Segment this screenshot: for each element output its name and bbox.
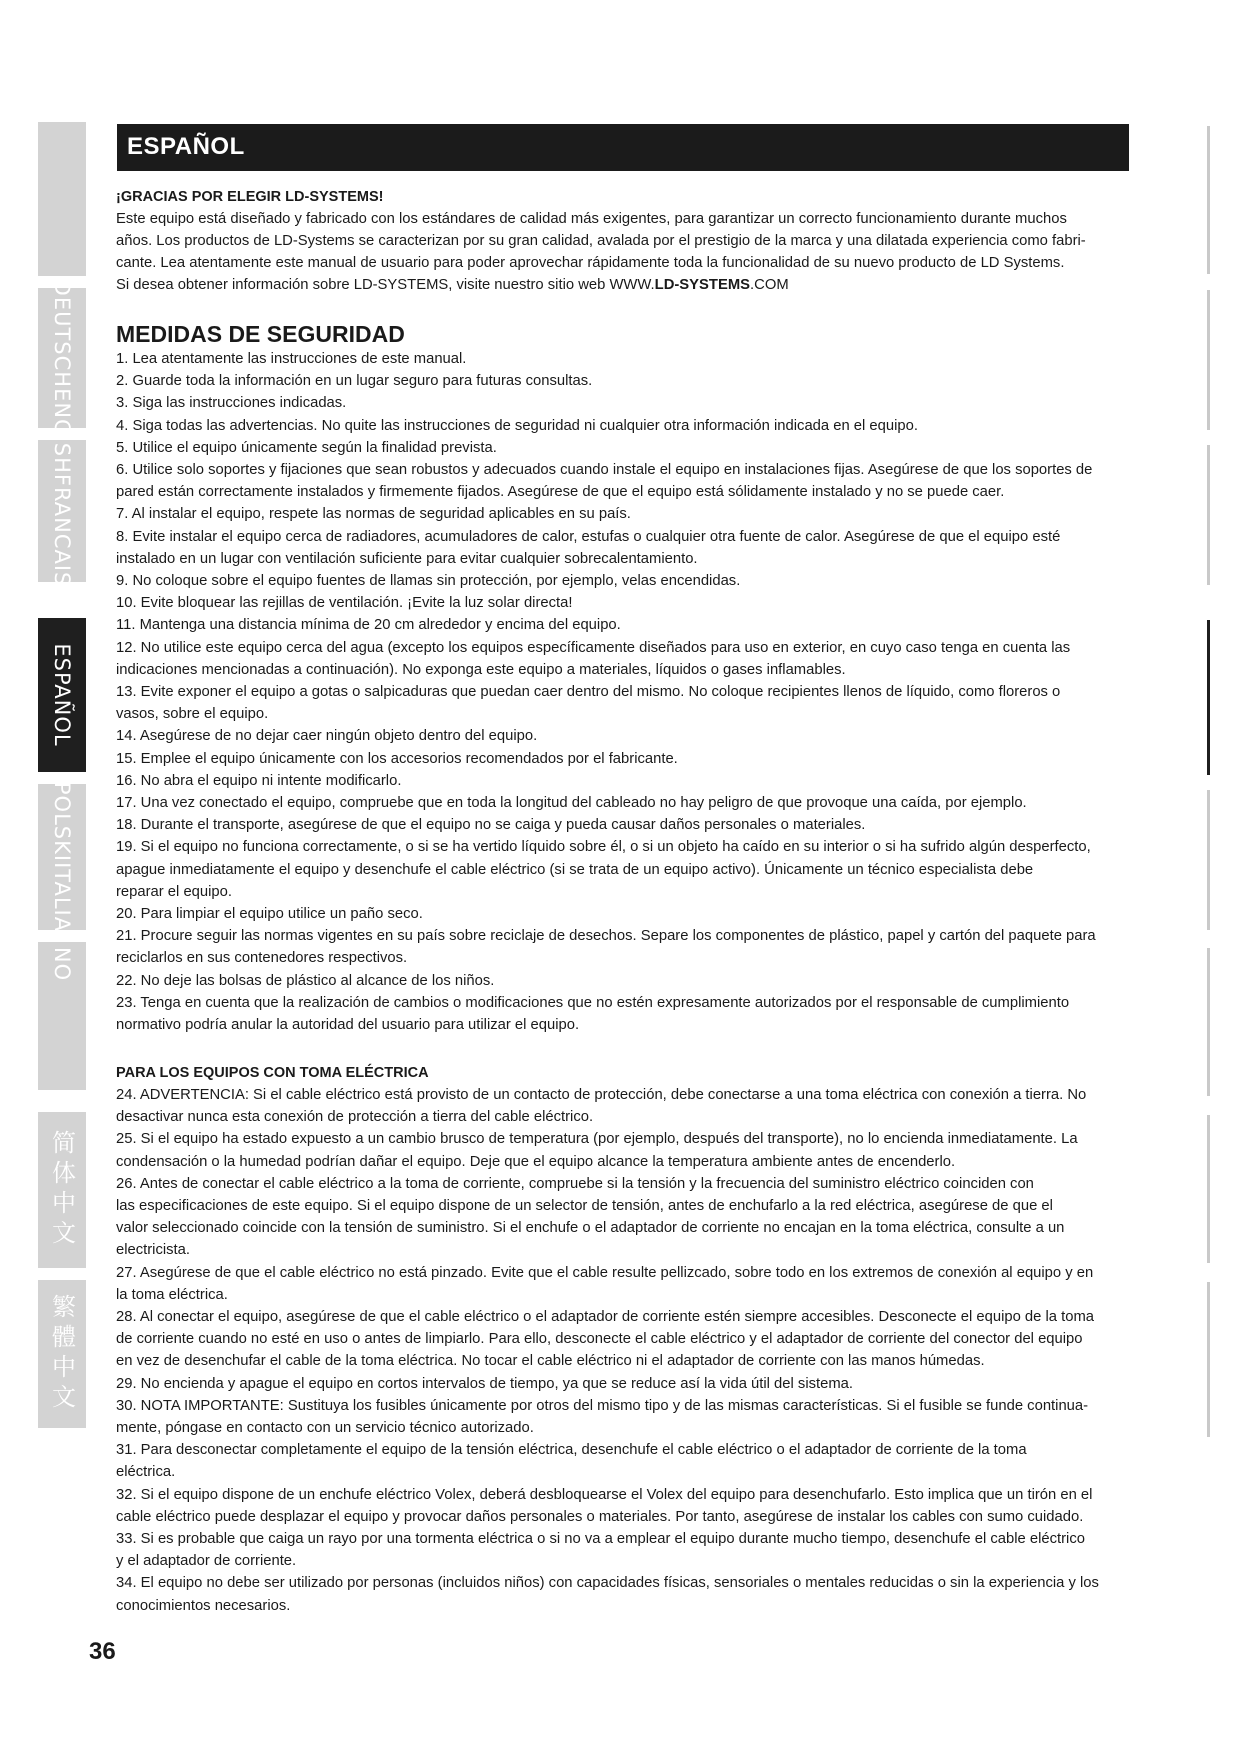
tab-label: DEUTSCHENG [50,279,74,437]
tab-label: ESPAÑOL [50,643,74,747]
list-item: 18. Durante el transporte, asegúrese de que el equipo no se caiga y pueda causar daños personales o materiales. [116,817,866,834]
list-item: 7. Al instalar el equipo, respete las normas de seguridad aplicables en su país. [116,506,631,523]
web-prefix: Si desea obtener información sobre LD-SYSTEMS, visite nuestro sitio web WWW. [116,277,655,293]
list-item: 33. Si es probable que caiga un rayo por una tormenta eléctrica o si no va a emplear el equipo durante mucho tiempo, desenchufe el cable eléctrico y el adaptador de corriente. [116,1531,1085,1570]
list-item: 27. Asegúrese de que el cable eléctrico no está pinzado. Evite que el cable resulte pellizcado, sobre todo en los extremos de conexión al equipo y en la toma eléctrica. [116,1264,1094,1303]
intro-section [116,186,1131,296]
list-item: 17. Una vez conectado el equipo, compruebe que en toda la longitud del cableado no hay peligro de que provoque una caída, por ejemplo. [116,795,1027,812]
intro-web-line [116,274,1131,296]
list-item: 14. Asegúrese de no dejar caer ningún objeto dentro del equipo. [116,728,538,745]
list-item: 4. Siga todas las advertencias. No quite las instrucciones de seguridad ni cualquier otra información indicada en el equipo. [116,417,918,434]
tab-english-francais[interactable] [38,435,86,587]
edge-mark [1207,790,1210,930]
list-item: 5. Utilice el equipo únicamente según la finalidad prevista. [116,439,497,456]
list-item: 1. Lea atentamente las instrucciones de este manual. [116,351,467,367]
edge-mark [1207,948,1210,1096]
edge-mark [1207,290,1210,430]
page-number: 36 [89,1638,116,1665]
section-header-bar [117,124,1129,171]
section-title: ESPAÑOL [127,133,245,160]
tab-deutsch-english[interactable] [38,279,86,437]
tab-italiano-cont[interactable] [38,942,86,1090]
edge-mark [1207,1282,1210,1437]
list-item: 31. Para desconectar completamente el equipo de la tensión eléctrica, desenchufe el cable eléctrico o el adaptador de corriente de la toma eléctrica. [116,1442,1027,1481]
list-item: 12. No utilice este equipo cerca del agua (excepto los equipos específicamente diseñados para uso en exterior, en cuyo caso tenga en cuenta las indicaciones mencionadas a continuación). No exponga este equipo a materiales, líquidos o gases inflamables. [116,639,1071,678]
list-item: 2. Guarde toda la información en un lugar seguro para futuras consultas. [116,373,593,390]
list-item: 24. ADVERTENCIA: Si el cable eléctrico está provisto de un contacto de protección, debe conectarse a una toma eléctrica con conexión a tierra. No desactivar nunca esta conexión de protección a tierra del cable eléctrico. [116,1087,1087,1126]
edge-mark-active [1207,620,1210,775]
web-brand: LD-SYSTEMS [654,277,751,293]
list-item: 23. Tenga en cuenta que la realización de cambios o modificaciones que no estén expresamente autorizados por el responsable de cumplimiento normativo podría anular la autoridad del usuario para utilizar el equipo. [116,994,1070,1034]
edge-mark [1207,126,1210,274]
list-item: 3. Siga las instrucciones indicadas. [116,395,347,412]
electrical-list [116,1084,1131,1617]
safety-section [116,320,1131,1036]
list-item: 22. No deje las bolsas de plástico al alcance de los niños. [116,972,495,989]
intro-line: cante. Lea atentamente este manual de usuario para poder aprovechar rápidamente toda la funcionalidad de su nuevo producto de LD Systems. [116,255,1065,271]
tab-label: ISHFRANCAIS [50,435,74,587]
list-item: 16. No abra el equipo ni intente modificarlo. [116,772,402,789]
safety-title: MEDIDAS DE SEGURIDAD [116,321,405,347]
list-item: 8. Evite instalar el equipo cerca de radiadores, acumuladores de calor, estufas o cualquier otra fuente de calor. Asegúrese de que el equipo esté instalado en un lugar con ventilación suficiente para evitar cualquier sobrecalentamiento. [116,528,1061,567]
intro-heading: ¡GRACIAS POR ELEGIR LD-SYSTEMS! [116,189,384,205]
list-item: 28. Al conectar el equipo, asegúrese de que el cable eléctrico o el adaptador de corriente estén siempre accesibles. Desconecte el equipo de la toma de corriente cuando no esté en uso o antes de limpiarlo. Para ello, desconecte el cable eléctrico y el adaptador de corriente del conector del equipo en vez de desenchufar el cable de la toma eléctrica. No tocar el cable eléctrico ni el adaptador de corriente con las manos húmedas. [116,1309,1095,1370]
tab-label: NO [50,946,74,982]
edge-mark [1207,445,1210,585]
safety-list [116,348,1131,1036]
list-item: 13. Evite exponer el equipo a gotas o salpicaduras que puedan caer dentro del mismo. No coloque recipientes llenos de líquido, como floreros o vasos, sobre el equipo. [116,684,1061,723]
intro-line: años. Los productos de LD-Systems se caracterizan por su gran calidad, avalada por el prestigio de la marca y una dilatada experiencia como fabri- [116,233,1086,249]
edge-mark [1207,1115,1210,1263]
list-item: 9. No coloque sobre el equipo fuentes de llamas sin protección, por ejemplo, velas encendidas. [116,573,741,590]
tab-label: 简体中文 [47,1130,76,1250]
list-item: 26. Antes de conectar el cable eléctrico a la toma de corriente, compruebe si la tensión y la frecuencia del suministro eléctrico coinciden con las especificaciones de este equipo. Si el equipo dispone de un selector de tensión, antes de enchufarlo a la red eléctrica, asegúrese de que el valor seleccionado coincide con la tensión de suministro. Si el enchufe o el adaptador de corriente no encajan en la toma eléctrica, consulte a un electricista. [116,1175,1065,1259]
tab-blank [38,122,86,276]
intro-line: Este equipo está diseñado y fabricado con los estándares de calidad más exigentes, para garantizar un correcto funcionamiento durante muchos [116,211,1067,227]
list-item: 10. Evite bloquear las rejillas de ventilación. ¡Evite la luz solar directa! [116,595,573,612]
tab-simplified-chinese[interactable] [38,1112,86,1268]
electrical-heading: PARA LOS EQUIPOS CON TOMA ELÉCTRICA [116,1065,429,1081]
list-item: 25. Si el equipo ha estado expuesto a un cambio brusco de temperatura (por ejemplo, después del transporte), no lo encienda inmediatamente. La condensación o la humedad podrían dañar el equipo. Deje que el equipo alcance la temperatura ambiente antes de encenderlo. [116,1131,1078,1170]
list-item: 6. Utilice solo soportes y fijaciones que sean robustos y adecuados cuando instale el equipo en instalaciones fijas. Asegúrese de que los soportes de pared están correctamente instalados y firmemente fijados. Asegúrese de que el equipo está sólidamente instalado y no se puede caer. [116,462,1093,501]
tab-traditional-chinese[interactable] [38,1280,86,1428]
list-item: 30. NOTA IMPORTANTE: Sustituya los fusibles únicamente por otros del mismo tipo y de las mismas características. Si el fusible se funde continua- mente, póngase en contacto con un servicio técnico autorizado. [116,1397,1089,1437]
list-item: 19. Si el equipo no funciona correctamente, o si se ha vertido líquido sobre él, o si un objeto ha caído en su interior o si ha sufrido algún desperfecto, apague inmediatamente el equipo y desenchufe el cable eléctrico (si se trata de un equipo activo). Únicamente un técnico especialista debe reparar el equipo. [116,839,1091,900]
list-item: 34. El equipo no debe ser utilizado por personas (incluidos niños) con capacidades físicas, sensoriales o mentales reducidas o sin la experiencia y los conocimientos necesarios. [116,1575,1099,1614]
list-item: 11. Mantenga una distancia mínima de 20 cm alrededor y encima del equipo. [116,617,621,634]
electrical-section [116,1062,1131,1617]
web-suffix: .COM [750,277,789,293]
list-item: 21. Procure seguir las normas vigentes en su país sobre reciclaje de desechos. Separe los componentes de plástico, papel y cartón del paquete para reciclarlos en sus contenedores respectivos. [116,928,1096,967]
tab-polski-italiano[interactable] [38,781,86,933]
tab-label: 繁體中文 [47,1294,76,1414]
list-item: 29. No encienda y apague el equipo en cortos intervalos de tiempo, ya que se reduce así la vida útil del sistema. [116,1375,854,1392]
tab-label: POLSKIITALIA [50,781,74,933]
list-item: 15. Emplee el equipo únicamente con los accesorios recomendados por el fabricante. [116,750,678,767]
list-item: 20. Para limpiar el equipo utilice un paño seco. [116,906,423,923]
list-item: 32. Si el equipo dispone de un enchufe eléctrico Volex, deberá desbloquearse el Volex del equipo para desenchufarlo. Esto implica que un tirón en el cable eléctrico puede desplazar el equipo y provocar daños personales o materiales. Por tanto, asegúrese de instalar los cables con sumo cuidado. [116,1486,1093,1525]
tab-espanol[interactable] [38,618,86,772]
